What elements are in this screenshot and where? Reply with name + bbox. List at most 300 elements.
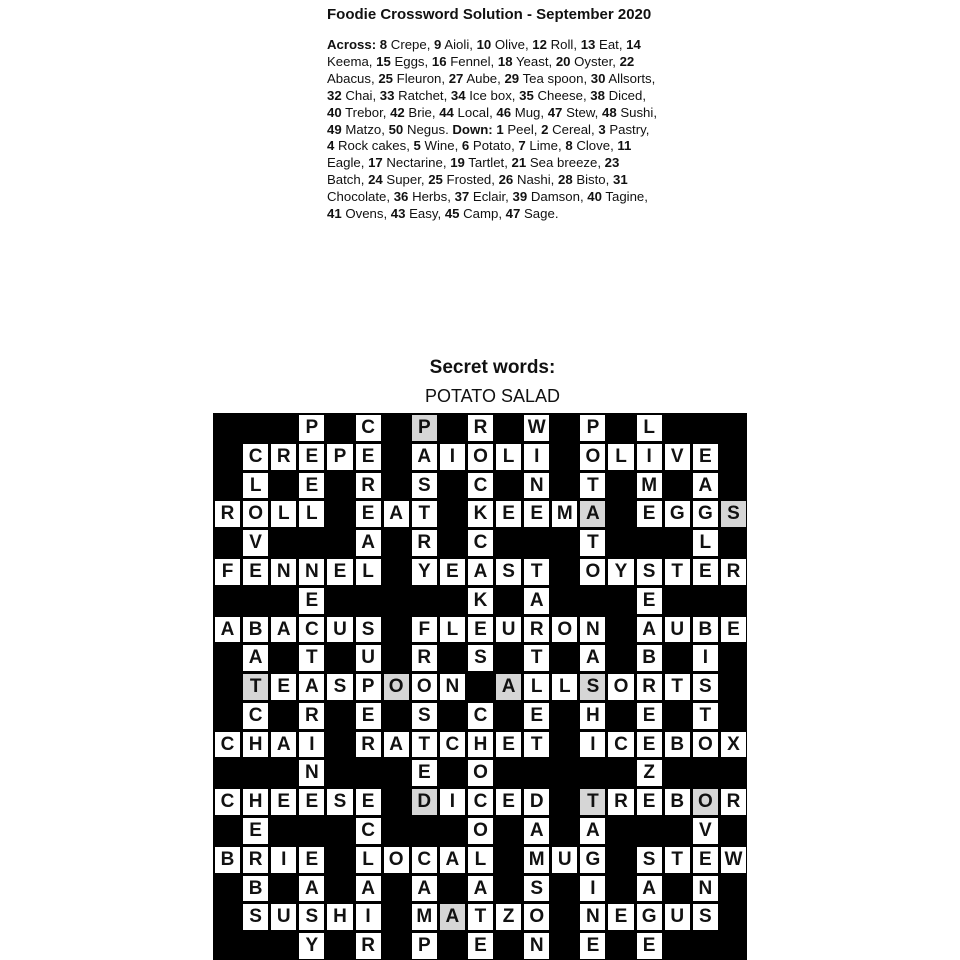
answer-entry	[518, 138, 558, 153]
grid-cell: E	[693, 444, 718, 470]
clue-number: 13	[580, 37, 596, 52]
grid-cell: R	[271, 444, 296, 470]
grid-cell: S	[693, 904, 718, 930]
grid-cell: E	[637, 933, 662, 959]
clue-number: 28	[557, 172, 573, 188]
grid-cell: L	[608, 444, 633, 470]
grid-cell: Y	[608, 559, 633, 585]
grid-cell: E	[524, 501, 549, 527]
grid-cell: S	[356, 617, 381, 643]
answer-word: Tea spoon	[522, 70, 584, 86]
answer-entry	[541, 122, 591, 137]
grid-cell: L	[271, 501, 296, 527]
answer-word: Keema	[327, 53, 369, 69]
grid-cell: C	[356, 415, 381, 441]
grid-cell: O	[524, 904, 549, 930]
grid-cell: A	[580, 645, 605, 671]
grid-cell: R	[721, 789, 746, 815]
grid-cell: A	[440, 904, 465, 930]
clue-number: 29	[504, 70, 520, 86]
grid-cell: P	[356, 674, 381, 700]
grid-cell: R	[356, 732, 381, 758]
answer-word: Cereal	[552, 121, 591, 137]
grid-cell: L	[468, 847, 493, 873]
answer-word: Nectarine	[386, 155, 443, 171]
grid-cell: C	[356, 818, 381, 844]
grid-cell: N	[271, 559, 296, 585]
grid-cell: T	[693, 703, 718, 729]
answer-entry	[602, 105, 653, 120]
answer-word: Chocolate	[327, 189, 387, 205]
answer-word: Aube	[466, 70, 498, 86]
answer-entry	[390, 105, 432, 120]
clue-number: 49	[327, 121, 342, 137]
answer-word: Damson	[530, 189, 580, 205]
grid-cell: E	[637, 789, 662, 815]
grid-cell: E	[637, 501, 662, 527]
answer-word: Trebor	[345, 104, 383, 120]
grid-cell: E	[496, 501, 521, 527]
grid-cell: O	[552, 617, 577, 643]
grid-cell: L	[356, 559, 381, 585]
answer-entry	[428, 172, 491, 187]
grid-cell: T	[468, 904, 493, 930]
grid-cell: S	[468, 645, 493, 671]
grid-cell: B	[637, 645, 662, 671]
answer-entry	[496, 122, 533, 137]
answer-word: Stew	[566, 104, 595, 120]
answer-word: Negus	[406, 121, 446, 137]
grid-cell: M	[637, 473, 662, 499]
grid-cell: E	[299, 473, 324, 499]
answer-word: Camp	[463, 206, 499, 222]
answer-word: Mug	[514, 104, 541, 120]
answer-entry	[590, 88, 642, 103]
solution-text: Across: 8 Crepe, 9 Aioli, 10 Olive, 12 Roll, 13 Eat, 14 Keema, 15 Eggs, 16 Fennel, 18 Yeast, 20 Oyster, 22 Abacus, 25 Fleuron, 27 Aube, 29 Tea spoon, 30 Allsorts, 32 Chai, 33 Ratchet, 34 Ice box, 35 Cheese, 38 Diced, 40 Trebor, 42 Brie, 44 Local, 46 Mug, 47 Stew, 48 Sushi, 49 Matzo, 50 Negus. Down: 1 Peel, 2 Cereal, 3 Pastry, 4 Rock cakes, 5 Wine, 6 Potato, 7 Lime, 8 Clove, 11 Eagle, 17 Nectarine, 19 Tartlet, 21 Sea breeze, 23 Batch, 24 Super, 25 Frosted, 26 Nashi, 28 Bisto, 31 Chocolate, 36 Herbs, 37 Eclair, 39 Damson, 40 Tagine, 41 Ovens, 43 Easy, 45 Camp, 47 Sage.	[327, 37, 657, 222]
clue-number: 48	[601, 104, 617, 120]
grid-cell: K	[468, 501, 493, 527]
clue-number: 38	[590, 87, 605, 103]
grid-cell: T	[299, 645, 324, 671]
grid-cell: H	[243, 789, 268, 815]
answer-word: Eat	[599, 37, 619, 52]
grid-cell: R	[524, 617, 549, 643]
grid-cell: O	[412, 674, 437, 700]
answer-word: Allsorts	[608, 70, 652, 86]
grid-cell: B	[665, 789, 690, 815]
grid-cell: W	[524, 415, 549, 441]
grid-cell: E	[637, 732, 662, 758]
grid-cell: B	[693, 617, 718, 643]
answer-entry	[558, 172, 606, 187]
answer-word: Diced	[608, 87, 643, 103]
clue-number: 16	[431, 53, 447, 69]
grid-cell: Y	[299, 933, 324, 959]
grid-cell: C	[468, 789, 493, 815]
answer-word: Fleuron	[396, 70, 442, 86]
answer-entry	[519, 88, 583, 103]
grid-cell: U	[327, 617, 352, 643]
answer-entry	[327, 88, 372, 103]
grid-cell: M	[552, 501, 577, 527]
grid-cell: L	[496, 444, 521, 470]
grid-cell: A	[271, 732, 296, 758]
grid-cell: A	[637, 617, 662, 643]
answer-entry	[414, 138, 455, 153]
grid-cell: W	[721, 847, 746, 873]
clue-number: 25	[428, 172, 443, 188]
grid-cell: O	[580, 444, 605, 470]
answer-word: Nashi	[516, 172, 551, 188]
answer-word: Ovens	[345, 206, 384, 222]
answer-word: Pastry	[609, 121, 646, 137]
grid-cell: C	[215, 732, 240, 758]
grid-cell: E	[271, 674, 296, 700]
answer-word: Sea breeze	[529, 155, 598, 171]
grid-cell: T	[580, 473, 605, 499]
grid-cell: E	[580, 933, 605, 959]
grid-cell: I	[524, 444, 549, 470]
grid-cell: P	[580, 415, 605, 441]
answer-word: Fennel	[450, 53, 491, 69]
grid-cell: A	[384, 501, 409, 527]
clue-number: 14	[626, 37, 641, 52]
grid-cell: G	[637, 904, 662, 930]
answer-word: Eclair	[472, 189, 506, 205]
clue-number: 30	[590, 70, 606, 86]
grid-cell: N	[693, 876, 718, 902]
grid-cell: B	[243, 876, 268, 902]
clue-number: 32	[327, 87, 342, 103]
grid-cell: A	[384, 732, 409, 758]
answer-entry	[368, 172, 421, 187]
answer-entry	[450, 155, 504, 170]
clue-number: 39	[512, 189, 528, 205]
grid-cell: L	[440, 617, 465, 643]
grid-cell: N	[524, 473, 549, 499]
grid-cell: O	[608, 674, 633, 700]
grid-cell: E	[271, 789, 296, 815]
grid-cell: R	[356, 473, 381, 499]
grid-cell: R	[721, 559, 746, 585]
grid-cell: A	[243, 645, 268, 671]
grid-cell: F	[215, 559, 240, 585]
grid-cell: L	[524, 674, 549, 700]
clue-number: 21	[511, 155, 527, 171]
clue-number: 35	[519, 87, 534, 103]
page-title: Foodie Crossword Solution - September 2020	[327, 6, 652, 23]
clue-number: 22	[619, 53, 635, 69]
grid-cell: T	[412, 501, 437, 527]
answer-word: Tagine	[605, 189, 645, 205]
clue-number: 7	[518, 138, 526, 154]
grid-cell: T	[580, 789, 605, 815]
grid-cell: A	[524, 818, 549, 844]
grid-cell: L	[243, 473, 268, 499]
grid-cell: Z	[496, 904, 521, 930]
grid-cell: E	[496, 789, 521, 815]
grid-cell: O	[580, 559, 605, 585]
grid-cell: A	[271, 617, 296, 643]
grid-cell: A	[580, 501, 605, 527]
secret-words-value: POTATO SALAD	[424, 386, 561, 406]
grid-cell: A	[356, 876, 381, 902]
grid-cell: A	[693, 473, 718, 499]
clue-number: 24	[368, 172, 383, 188]
grid-cell: C	[243, 703, 268, 729]
grid-cell: I	[637, 444, 662, 470]
grid-cell: S	[637, 847, 662, 873]
grid-cell: N	[580, 617, 605, 643]
grid-cell: O	[384, 674, 409, 700]
grid-cell: R	[637, 674, 662, 700]
grid-cell: S	[327, 674, 352, 700]
grid-cell: I	[271, 847, 296, 873]
clue-number: 15	[376, 53, 391, 69]
grid-cell: A	[299, 674, 324, 700]
grid-cell: P	[327, 444, 352, 470]
clue-number: 4	[327, 138, 335, 154]
answer-entry	[368, 155, 443, 170]
grid-cell: V	[665, 444, 690, 470]
clue-number: 47	[505, 206, 521, 222]
grid-cell: N	[299, 559, 324, 585]
section-label: Across:	[327, 37, 377, 52]
grid-cell: O	[468, 760, 493, 786]
grid-cell: E	[356, 789, 381, 815]
answer-entry	[462, 138, 511, 153]
grid-cell: B	[665, 732, 690, 758]
clue-number: 44	[439, 104, 454, 120]
grid-cell: D	[412, 789, 437, 815]
clue-number: 5	[413, 138, 421, 154]
grid-cell: P	[299, 415, 324, 441]
secret-words-heading: Secret words:	[429, 357, 556, 378]
grid-cell: C	[468, 703, 493, 729]
grid-cell: E	[299, 847, 324, 873]
answer-entry	[451, 88, 512, 103]
grid-cell: C	[440, 732, 465, 758]
answer-entry	[513, 189, 580, 204]
grid-cell: A	[496, 674, 521, 700]
grid-cell: A	[356, 530, 381, 556]
grid-cell: R	[468, 415, 493, 441]
answer-entry	[532, 37, 573, 52]
clue-number: 12	[532, 37, 547, 52]
answer-word: Crepe	[390, 37, 427, 52]
grid-cell: P	[412, 415, 437, 441]
grid-cell: B	[243, 617, 268, 643]
answer-word: Matzo	[345, 121, 382, 137]
answer-entry	[499, 172, 551, 187]
grid-cell: I	[356, 904, 381, 930]
grid-cell: C	[412, 847, 437, 873]
grid-cell: V	[693, 818, 718, 844]
grid-cell: T	[580, 530, 605, 556]
answer-entry	[477, 37, 525, 52]
answer-word: Sage	[524, 206, 555, 222]
grid-cell: I	[299, 732, 324, 758]
grid-cell: E	[299, 789, 324, 815]
grid-cell: A	[215, 617, 240, 643]
grid-cell: E	[608, 904, 633, 930]
answer-word: Roll	[550, 37, 574, 52]
grid-cell: N	[299, 760, 324, 786]
grid-cell: E	[356, 501, 381, 527]
answer-word: Wine	[424, 138, 455, 154]
grid-cell: I	[693, 645, 718, 671]
answer-word: Potato	[472, 138, 512, 154]
answer-word: Herbs	[412, 189, 448, 205]
grid-cell: A	[637, 876, 662, 902]
answer-entry	[598, 122, 645, 137]
grid-cell: O	[243, 501, 268, 527]
grid-cell: D	[524, 789, 549, 815]
answer-word: Olive	[494, 37, 525, 52]
crossword-grid	[213, 413, 747, 960]
grid-cell: H	[580, 703, 605, 729]
grid-cell: S	[637, 559, 662, 585]
grid-cell: E	[299, 588, 324, 614]
grid-cell: U	[665, 904, 690, 930]
grid-cell: T	[665, 674, 690, 700]
answer-word: Rock cakes	[338, 138, 407, 154]
grid-cell: R	[299, 703, 324, 729]
grid-cell: C	[468, 473, 493, 499]
answer-word: Lime	[529, 138, 558, 154]
clue-number: 11	[617, 138, 632, 154]
grid-cell: C	[243, 444, 268, 470]
clue-number: 40	[327, 104, 342, 120]
answer-word: Brie	[408, 104, 432, 120]
grid-cell: Z	[637, 760, 662, 786]
grid-cell: F	[412, 617, 437, 643]
answer-entry	[445, 206, 499, 221]
grid-cell: O	[468, 818, 493, 844]
answer-word: Cheese	[537, 87, 583, 103]
answer-word: Peel	[507, 121, 534, 137]
grid-cell: N	[524, 933, 549, 959]
clue-number: 1	[496, 121, 504, 137]
clue-number: 20	[555, 53, 571, 69]
grid-cell: S	[496, 559, 521, 585]
answer-entry	[548, 105, 595, 120]
clue-number: 42	[390, 104, 405, 120]
grid-cell: S	[243, 904, 268, 930]
clue-number: 17	[368, 155, 383, 171]
grid-cell: E	[693, 559, 718, 585]
answer-entry	[327, 206, 383, 221]
answer-entry	[455, 189, 506, 204]
grid-cell: T	[665, 847, 690, 873]
grid-cell: O	[693, 789, 718, 815]
grid-cell: E	[524, 703, 549, 729]
grid-cell: A	[412, 444, 437, 470]
grid-cell: G	[580, 847, 605, 873]
answer-word: Super	[386, 172, 421, 188]
grid-cell: E	[412, 760, 437, 786]
grid-cell: U	[665, 617, 690, 643]
grid-cell: R	[608, 789, 633, 815]
answer-entry	[394, 189, 448, 204]
clue-number: 10	[476, 37, 492, 52]
grid-cell: G	[693, 501, 718, 527]
grid-cell: E	[468, 933, 493, 959]
answer-entry	[506, 206, 555, 221]
answer-word: Yeast	[515, 53, 549, 69]
grid-cell: O	[693, 732, 718, 758]
clue-number: 26	[498, 172, 514, 188]
clue-number: 34	[450, 87, 466, 103]
clue-number: 41	[327, 206, 342, 222]
grid-cell: H	[243, 732, 268, 758]
grid-cell: O	[384, 847, 409, 873]
grid-cell: U	[271, 904, 296, 930]
grid-cell: C	[608, 732, 633, 758]
grid-cell: E	[496, 732, 521, 758]
grid-cell: S	[721, 501, 746, 527]
clue-number: 9	[434, 37, 442, 52]
answer-entry	[591, 71, 652, 86]
grid-cell: C	[215, 789, 240, 815]
clue-number: 46	[496, 104, 512, 120]
answer-entry	[432, 54, 491, 69]
answer-entry	[565, 138, 610, 153]
grid-cell: A	[299, 876, 324, 902]
clue-number: 43	[390, 206, 406, 222]
grid-cell: S	[693, 674, 718, 700]
clue-number: 47	[547, 104, 563, 120]
answer-entry	[434, 37, 469, 52]
answer-word: Aioli	[444, 37, 470, 52]
section-label: Down:	[452, 121, 493, 137]
grid-cell: E	[440, 559, 465, 585]
grid-cell: E	[299, 444, 324, 470]
grid-cell: S	[299, 904, 324, 930]
grid-cell: H	[468, 732, 493, 758]
grid-cell: E	[637, 588, 662, 614]
grid-cell: S	[580, 674, 605, 700]
grid-cell: E	[637, 703, 662, 729]
answer-word: Frosted	[446, 172, 492, 188]
answer-word: Easy	[409, 206, 438, 222]
answer-word: Abacus	[327, 70, 371, 86]
grid-cell: E	[356, 703, 381, 729]
grid-cell: I	[440, 789, 465, 815]
answer-entry	[512, 155, 598, 170]
clue-number: 37	[454, 189, 470, 205]
answer-entry	[496, 105, 540, 120]
grid-cell: U	[356, 645, 381, 671]
grid-cell: A	[468, 876, 493, 902]
grid-cell: E	[243, 818, 268, 844]
grid-cell: T	[665, 559, 690, 585]
clue-number: 27	[448, 70, 464, 86]
answer-entry	[327, 138, 406, 153]
answer-entry	[389, 122, 445, 137]
grid-cell: L	[299, 501, 324, 527]
grid-cell: K	[468, 588, 493, 614]
grid-cell: E	[468, 617, 493, 643]
grid-cell: A	[412, 876, 437, 902]
clue-number: 8	[565, 138, 573, 154]
grid-cell: T	[524, 645, 549, 671]
clue-number: 2	[541, 121, 549, 137]
answer-entry	[327, 122, 381, 137]
clue-number: 31	[612, 172, 628, 188]
grid-cell: E	[243, 559, 268, 585]
answer-word: Ratchet	[398, 87, 444, 103]
